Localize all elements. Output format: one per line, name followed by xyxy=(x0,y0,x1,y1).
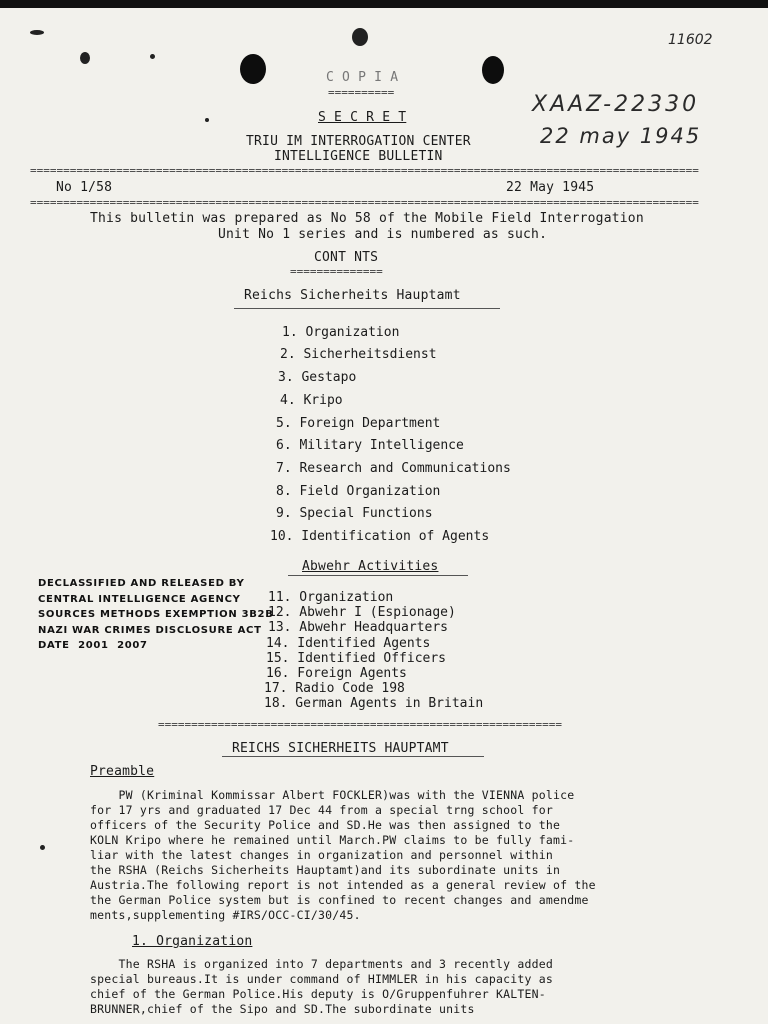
ink-speck xyxy=(40,845,45,850)
scan-top-edge xyxy=(0,0,768,8)
toc-item: 13. Abwehr Headquarters xyxy=(268,620,449,635)
center-name: TRIU IM INTERROGATION CENTER xyxy=(246,134,471,149)
section1-rule xyxy=(234,308,500,309)
ink-speck xyxy=(352,28,368,46)
toc-item: 4. Kripo xyxy=(280,393,343,408)
stamp-line: SOURCES METHODS EXEMPTION 3B2B xyxy=(38,609,274,620)
organization-line: special bureaus.It is under command of HIMMLER in his capacity as xyxy=(90,972,554,986)
stamp-line: DATE 2001 2007 xyxy=(38,640,148,651)
preamble-line: the German Police system but is confined to recent changes and amendme xyxy=(90,893,589,907)
toc-item: 2. Sicherheitsdienst xyxy=(280,347,437,362)
bulletin-number: No 1/58 xyxy=(56,180,113,195)
toc-item: 16. Foreign Agents xyxy=(266,666,407,681)
preamble-line: the RSHA (Reichs Sicherheits Hauptamt)and its subordinate units in xyxy=(90,863,561,877)
toc-item: 5. Foreign Department xyxy=(276,416,441,431)
organization-line: chief of the German Police.His deputy is O/Gruppenfuhrer KALTEN- xyxy=(90,987,546,1001)
organization-heading: 1. Organization xyxy=(132,934,253,949)
section1-title: Reichs Sicherheits Hauptamt xyxy=(244,288,461,303)
organization-line: The RSHA is organized into 7 departments and 3 recently added xyxy=(90,957,554,971)
intro-line: Unit No 1 series and is numbered as such. xyxy=(218,227,548,242)
section-heading: REICHS SICHERHEITS HAUPTAMT xyxy=(232,741,449,756)
preamble-line: Austria.The following report is not intended as a general review of the xyxy=(90,878,596,892)
bulletin-date: 22 May 1945 xyxy=(506,180,595,195)
toc-item: 8. Field Organization xyxy=(276,484,441,499)
section2-rule xyxy=(288,575,468,576)
toc-item: 11. Organization xyxy=(268,590,394,605)
copia-label: C O P I A xyxy=(326,70,399,85)
preamble-line: KOLN Kripo where he remained until March.PW claims to be fully fami- xyxy=(90,833,575,847)
toc-item: 15. Identified Officers xyxy=(266,651,447,666)
handwritten-date: 22 may 1945 xyxy=(540,124,702,148)
organization-line: BRUNNER,chief of the Sipo and SD.The subordinate units xyxy=(90,1002,475,1016)
divider: ============================================================= xyxy=(158,718,562,731)
section2-title: Abwehr Activities xyxy=(302,559,439,574)
toc-item: 18. German Agents in Britain xyxy=(264,696,484,711)
divider: ============== xyxy=(290,265,383,278)
handwritten-file-code: XAAZ-22330 xyxy=(532,92,700,117)
divider: ========== xyxy=(328,86,395,99)
ink-speck xyxy=(80,52,90,64)
toc-item: 10. Identification of Agents xyxy=(270,529,490,544)
stamp-line: NAZI WAR CRIMES DISCLOSURE ACT xyxy=(38,624,262,636)
section-heading-rule xyxy=(222,756,484,757)
stamp-line: CENTRAL INTELLIGENCE AGENCY xyxy=(38,593,241,605)
declassification-stamp xyxy=(38,576,274,654)
toc-item: 7. Research and Communications xyxy=(276,461,511,476)
toc-item: 14. Identified Agents xyxy=(266,636,431,651)
preamble-heading: Preamble xyxy=(90,764,155,779)
divider: ===================================================================================================== xyxy=(30,164,699,177)
preamble-line: PW (Kriminal Kommissar Albert FOCKLER)was with the VIENNA police xyxy=(90,788,575,802)
divider: ===================================================================================================== xyxy=(30,196,699,209)
toc-item: 9. Special Functions xyxy=(276,506,433,521)
preamble-line: ments,supplementing #IRS/OCC-CI/30/45. xyxy=(90,908,361,922)
preamble-line: for 17 yrs and graduated 17 Dec 44 from a special trng school for xyxy=(90,803,554,817)
punch-hole-right xyxy=(482,56,504,84)
toc-item: 6. Military Intelligence xyxy=(276,438,464,453)
toc-item: 3. Gestapo xyxy=(278,370,357,385)
bulletin-name: INTELLIGENCE BULLETIN xyxy=(274,149,443,164)
ink-speck xyxy=(205,118,209,122)
contents-heading: CONT NTS xyxy=(314,250,379,265)
toc-item: 12. Abwehr I (Espionage) xyxy=(268,605,456,620)
preamble-line: officers of the Security Police and SD.He was then assigned to the xyxy=(90,818,561,832)
preamble-line: liar with the latest changes in organization and personnel within xyxy=(90,848,554,862)
toc-item: 17. Radio Code 198 xyxy=(264,681,405,696)
handwritten-corner-number: 11602 xyxy=(668,32,713,48)
ink-speck xyxy=(150,54,155,59)
punch-hole-left xyxy=(240,54,266,84)
classification-label: S E C R E T xyxy=(318,110,407,125)
toc-item: 1. Organization xyxy=(282,325,400,340)
stamp-line: DECLASSIFIED AND RELEASED BY xyxy=(38,578,245,589)
intro-line: This bulletin was prepared as No 58 of the Mobile Field Interrogation xyxy=(90,211,644,226)
ink-speck xyxy=(30,30,44,35)
